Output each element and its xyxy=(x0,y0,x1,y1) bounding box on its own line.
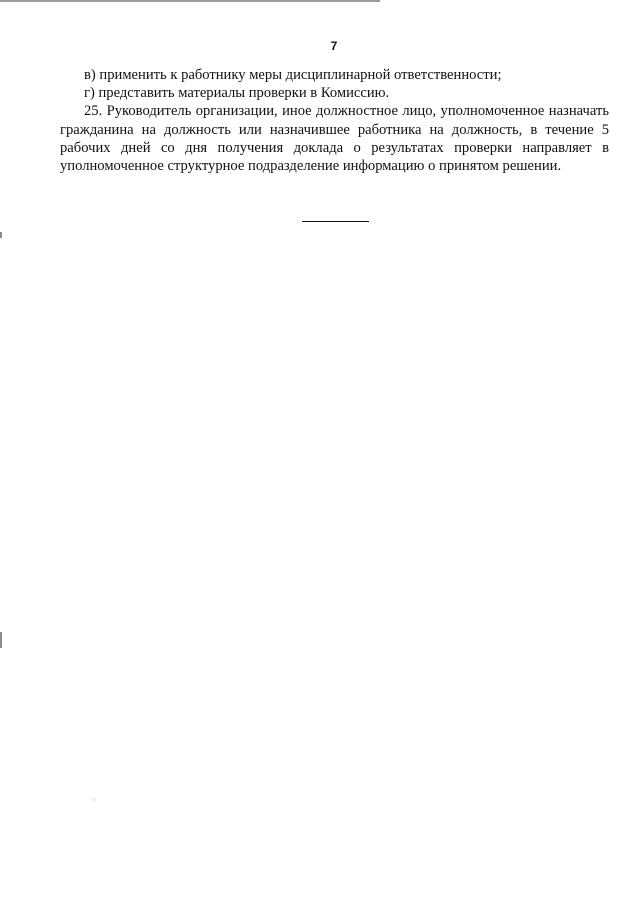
scan-edge-mark xyxy=(0,232,2,238)
scan-border-line xyxy=(0,0,380,2)
page-number: 7 xyxy=(330,39,338,53)
scan-edge-mark xyxy=(0,632,2,648)
document-body xyxy=(60,66,609,175)
end-of-text-rule xyxy=(302,221,369,222)
scan-speck xyxy=(94,798,95,801)
clause-25: 25. Руководитель организации, иное должностное лицо, уполномоченное назначать гражданина на должность или назначившее работника на должность, в течение 5 рабочих дней со дня получения доклада о результатах проверки направляет в уполномоченное структурное подразделение информацию о принятом решении. xyxy=(60,103,609,175)
list-item-g: г) представить материалы проверки в Комиссию. xyxy=(84,85,390,102)
list-item-v: в) применить к работнику меры дисциплинарной ответственности; xyxy=(84,67,502,83)
